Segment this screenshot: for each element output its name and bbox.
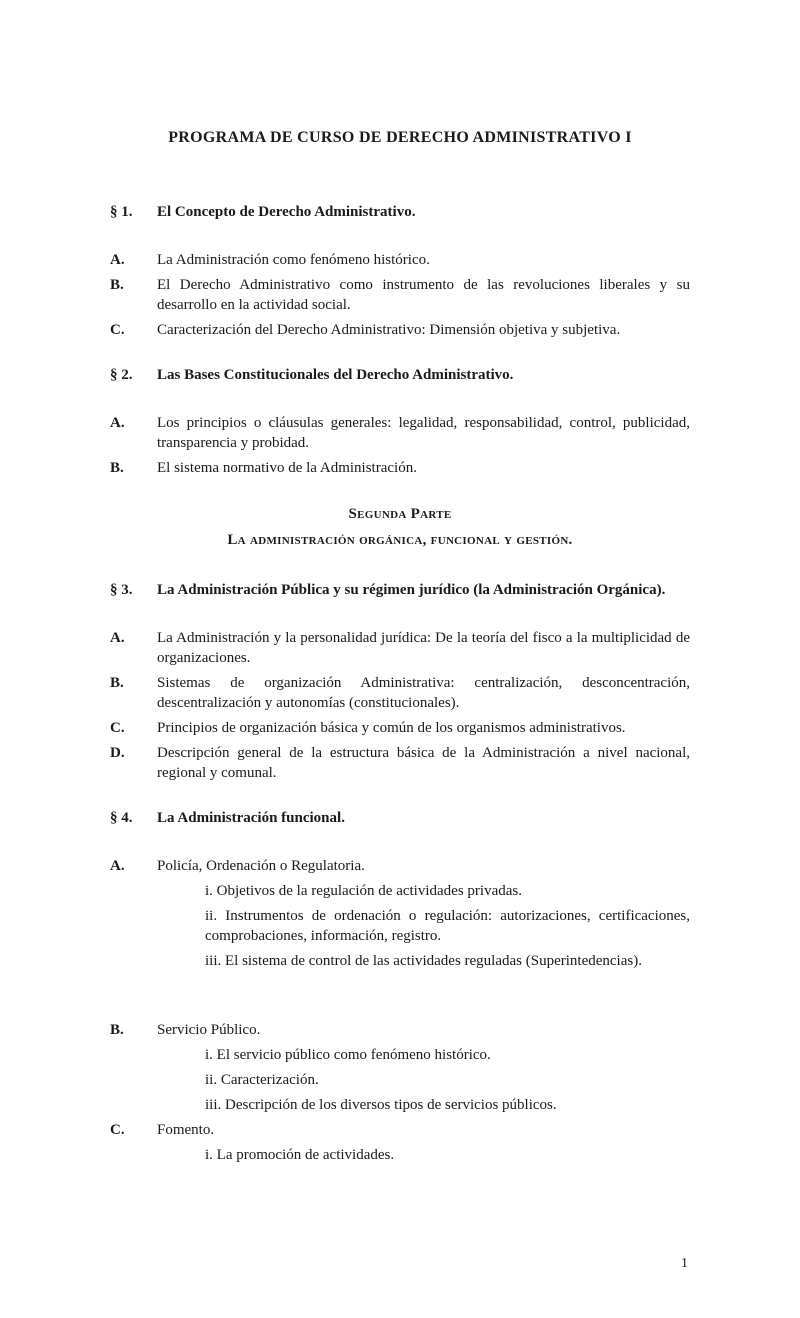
item-label: B. <box>110 460 124 476</box>
item-text: Fomento. <box>157 1122 215 1138</box>
sub-item-numeral: iii. <box>205 953 222 969</box>
list-item <box>110 1020 690 1040</box>
list-item <box>110 628 690 668</box>
part-divider <box>110 504 690 550</box>
item-label: A. <box>110 630 125 646</box>
item-text: Descripción general de la estructura básica de la Administración a nivel nacional, regional y comunal. <box>157 745 690 781</box>
sub-item <box>205 1070 690 1090</box>
item-text: Policía, Ordenación o Regulatoria. <box>157 858 365 874</box>
item-text: La Administración y la personalidad jurídica: De la teoría del fisco a la multiplicidad de organizaciones. <box>157 630 690 666</box>
list-item <box>110 673 690 713</box>
item-text: Principios de organización básica y común de los organismos administrativos. <box>157 720 626 736</box>
sub-item-text: Caracterización. <box>220 1072 319 1088</box>
page-number: 1 <box>681 1256 688 1271</box>
sub-item-text: Instrumentos de ordenación o regulación: autorizaciones, certificaciones, comprobaciones, información, registro. <box>205 908 690 944</box>
item-label: C. <box>110 720 125 736</box>
sub-item-text: La promoción de actividades. <box>216 1147 395 1163</box>
section-title: El Concepto de Derecho Administrativo. <box>157 204 416 220</box>
item-text: El Derecho Administrativo como instrumento de las revoluciones liberales y su desarrollo en la actividad social. <box>157 277 690 313</box>
list-item <box>110 856 690 876</box>
list-item <box>110 413 690 453</box>
section-heading <box>110 808 690 828</box>
sub-item-text: Descripción de los diversos tipos de servicios públicos. <box>225 1097 557 1113</box>
section-4 <box>110 808 690 1165</box>
section-heading <box>110 365 690 385</box>
section-number: § 4. <box>110 810 133 826</box>
list-item <box>110 718 690 738</box>
section-number: § 2. <box>110 367 133 383</box>
sub-item-numeral: i. <box>205 1147 213 1163</box>
item-text: El sistema normativo de la Administración. <box>157 460 417 476</box>
sub-item-text: El sistema de control de las actividades reguladas (Superintedencias). <box>225 953 642 969</box>
sub-item <box>205 951 690 971</box>
item-text: Los principios o cláusulas generales: legalidad, responsabilidad, control, publicidad, transparencia y probidad. <box>157 415 690 451</box>
item-label: B. <box>110 277 124 293</box>
section-heading <box>110 202 690 222</box>
item-text: Servicio Público. <box>157 1022 261 1038</box>
item-label: D. <box>110 745 125 761</box>
item-text: La Administración como fenómeno histórico. <box>157 252 430 268</box>
item-label: B. <box>110 1022 124 1038</box>
section-title: Las Bases Constitucionales del Derecho Administrativo. <box>157 367 514 383</box>
list-item <box>110 250 690 270</box>
section-title: La Administración funcional. <box>157 810 345 826</box>
item-text: Sistemas de organización Administrativa: centralización, desconcentración, descentralización y autonomías (constitucionales). <box>157 675 690 711</box>
document-title: PROGRAMA DE CURSO DE DERECHO ADMINISTRATIVO I <box>168 129 632 146</box>
sub-item-numeral: iii. <box>205 1097 222 1113</box>
list-item <box>110 1120 690 1140</box>
part-divider-subtitle: La administración orgánica, funcional y gestión. <box>227 532 573 548</box>
item-label: A. <box>110 252 125 268</box>
item-label: C. <box>110 1122 125 1138</box>
sub-item-numeral: ii. <box>205 908 218 924</box>
section-number: § 3. <box>110 582 133 598</box>
sub-item <box>205 906 690 946</box>
item-label: A. <box>110 415 125 431</box>
section-number: § 1. <box>110 204 133 220</box>
section-2 <box>110 365 690 478</box>
section-1 <box>110 202 690 340</box>
list-item <box>110 743 690 783</box>
sub-item <box>205 881 690 901</box>
item-text: Caracterización del Derecho Administrativo: Dimensión objetiva y subjetiva. <box>157 322 621 338</box>
item-label: C. <box>110 322 125 338</box>
sub-item-numeral: i. <box>205 883 213 899</box>
sub-item <box>205 1045 690 1065</box>
item-label: A. <box>110 858 125 874</box>
sub-item-numeral: i. <box>205 1047 213 1063</box>
part-divider-title: Segunda Parte <box>348 506 452 522</box>
item-label: B. <box>110 675 124 691</box>
sub-item-numeral: ii. <box>205 1072 218 1088</box>
sub-item-text: El servicio público como fenómeno histórico. <box>216 1047 491 1063</box>
list-item <box>110 275 690 315</box>
section-heading <box>110 580 690 600</box>
sub-item <box>205 1095 690 1115</box>
sub-item-text: Objetivos de la regulación de actividades privadas. <box>216 883 522 899</box>
list-item <box>110 458 690 478</box>
sub-item <box>205 1145 690 1165</box>
section-title: La Administración Pública y su régimen jurídico (la Administración Orgánica). <box>157 582 666 598</box>
list-item <box>110 320 690 340</box>
section-3 <box>110 580 690 783</box>
